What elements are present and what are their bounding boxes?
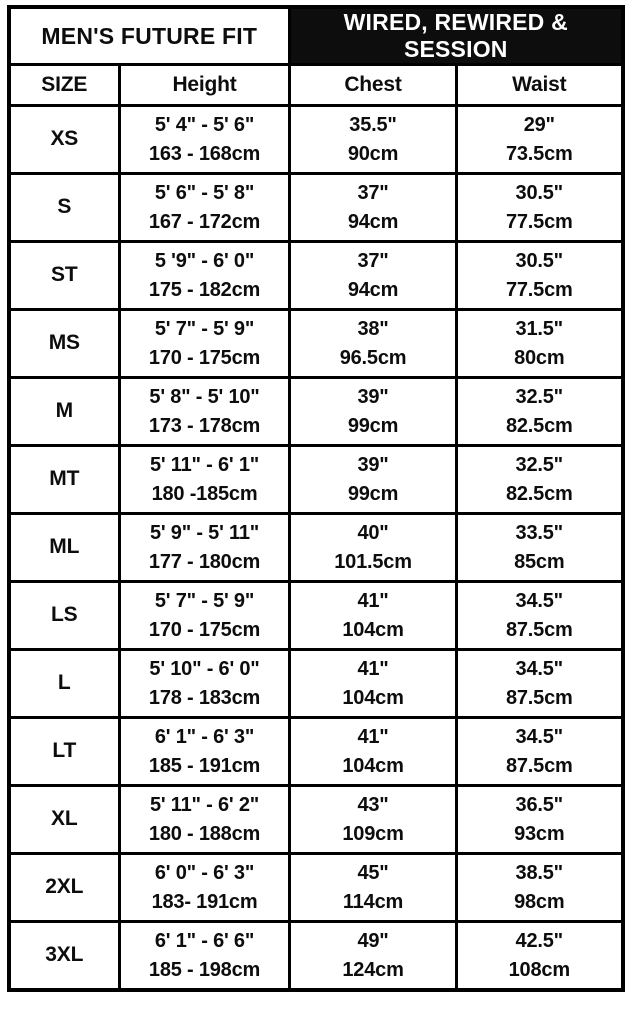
waist-cell: 34.5" 87.5cm [457, 718, 623, 786]
chest-cell: 45" 114cm [290, 854, 457, 922]
chest-cell: 37" 94cm [290, 174, 457, 242]
chest-cell: 49" 124cm [290, 922, 457, 991]
size-cell: XS [9, 106, 120, 174]
waist-cell: 36.5" 93cm [457, 786, 623, 854]
waist-cell: 42.5" 108cm [457, 922, 623, 991]
chest-cell: 41" 104cm [290, 650, 457, 718]
height-cell: 5' 6" - 5' 8" 167 - 172cm [120, 174, 290, 242]
chest-cell: 35.5" 90cm [290, 106, 457, 174]
chest-cell: 43" 109cm [290, 786, 457, 854]
table-row [9, 242, 623, 310]
height-cell: 6' 1" - 6' 6" 185 - 198cm [120, 922, 290, 991]
size-chart-table [7, 5, 625, 992]
size-chart [7, 5, 621, 992]
chest-cell: 41" 104cm [290, 582, 457, 650]
waist-cell: 30.5" 77.5cm [457, 174, 623, 242]
height-cell: 5 '9" - 6' 0" 175 - 182cm [120, 242, 290, 310]
height-cell: 5' 9" - 5' 11" 177 - 180cm [120, 514, 290, 582]
height-cell: 5' 7" - 5' 9" 170 - 175cm [120, 582, 290, 650]
table-row [9, 378, 623, 446]
table-row [9, 174, 623, 242]
column-header-row [9, 65, 623, 106]
waist-cell: 29" 73.5cm [457, 106, 623, 174]
size-cell: LS [9, 582, 120, 650]
table-row [9, 922, 623, 991]
size-cell: MS [9, 310, 120, 378]
height-cell: 6' 0" - 6' 3" 183- 191cm [120, 854, 290, 922]
col-header-size: SIZE [9, 65, 120, 106]
table-row [9, 854, 623, 922]
size-cell: XL [9, 786, 120, 854]
table-row [9, 786, 623, 854]
size-cell: ST [9, 242, 120, 310]
height-cell: 5' 4" - 5' 6" 163 - 168cm [120, 106, 290, 174]
size-cell: S [9, 174, 120, 242]
col-header-waist: Waist [457, 65, 623, 106]
brand-header-row [9, 7, 623, 65]
height-cell: 5' 11" - 6' 2" 180 - 188cm [120, 786, 290, 854]
size-table-body [9, 106, 623, 991]
size-cell: 3XL [9, 922, 120, 991]
size-cell: LT [9, 718, 120, 786]
col-header-chest: Chest [290, 65, 457, 106]
waist-cell: 38.5" 98cm [457, 854, 623, 922]
height-cell: 5' 10" - 6' 0" 178 - 183cm [120, 650, 290, 718]
waist-cell: 33.5" 85cm [457, 514, 623, 582]
table-row [9, 514, 623, 582]
table-row [9, 106, 623, 174]
waist-cell: 30.5" 77.5cm [457, 242, 623, 310]
col-header-height: Height [120, 65, 290, 106]
table-title-left: MEN'S FUTURE FIT [9, 7, 290, 65]
size-cell: MT [9, 446, 120, 514]
table-row [9, 446, 623, 514]
waist-cell: 34.5" 87.5cm [457, 582, 623, 650]
height-cell: 5' 8" - 5' 10" 173 - 178cm [120, 378, 290, 446]
height-cell: 5' 11" - 6' 1" 180 -185cm [120, 446, 290, 514]
size-cell: ML [9, 514, 120, 582]
table-row [9, 582, 623, 650]
size-cell: 2XL [9, 854, 120, 922]
waist-cell: 34.5" 87.5cm [457, 650, 623, 718]
size-cell: L [9, 650, 120, 718]
table-title-right: WIRED, REWIRED & SESSION [290, 7, 623, 65]
table-row [9, 310, 623, 378]
waist-cell: 31.5" 80cm [457, 310, 623, 378]
chest-cell: 39" 99cm [290, 378, 457, 446]
size-cell: M [9, 378, 120, 446]
height-cell: 5' 7" - 5' 9" 170 - 175cm [120, 310, 290, 378]
chest-cell: 39" 99cm [290, 446, 457, 514]
height-cell: 6' 1" - 6' 3" 185 - 191cm [120, 718, 290, 786]
waist-cell: 32.5" 82.5cm [457, 446, 623, 514]
chest-cell: 38" 96.5cm [290, 310, 457, 378]
table-row [9, 718, 623, 786]
chest-cell: 40" 101.5cm [290, 514, 457, 582]
chest-cell: 37" 94cm [290, 242, 457, 310]
table-row [9, 650, 623, 718]
chest-cell: 41" 104cm [290, 718, 457, 786]
waist-cell: 32.5" 82.5cm [457, 378, 623, 446]
